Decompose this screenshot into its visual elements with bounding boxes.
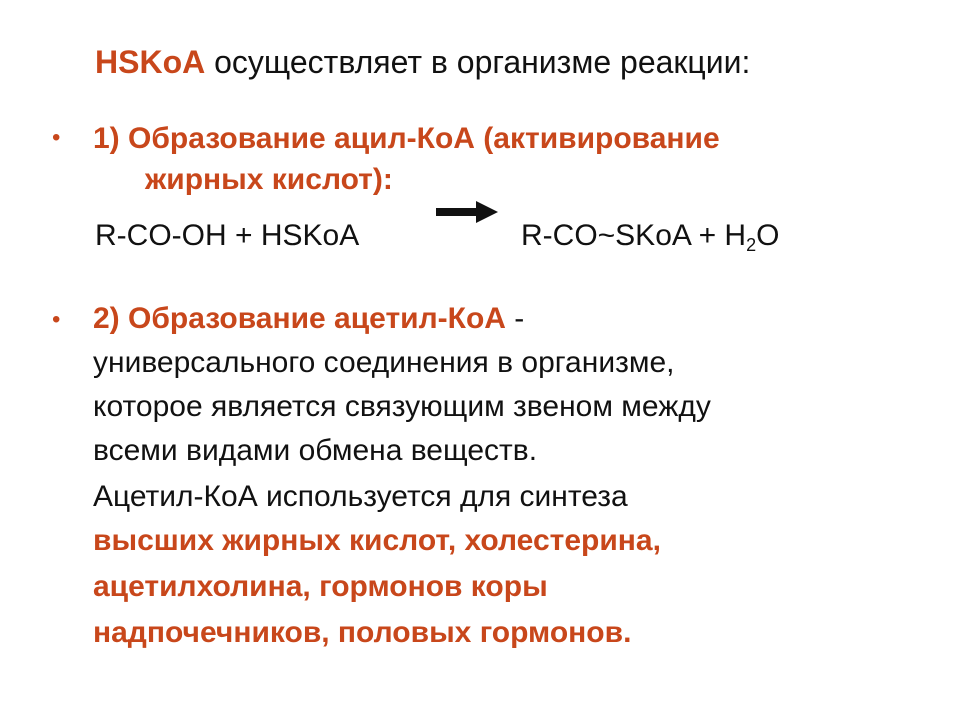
item2-line: Ацетил-КоА используется для синтеза [93,480,628,513]
item1-line1: 1) Образование ацил-КоА (активирование [93,122,720,155]
title-rest: осуществляет в организме реакции: [205,44,751,80]
item1-line2: жирных кислот): [145,163,393,196]
equation-subscript: 2 [746,235,757,255]
title-prefix: HSKoA [95,44,206,80]
item2-line: всеми видами обмена веществ. [93,434,538,467]
bullet-1: • [52,124,61,151]
item2-highlight-line: ацетилхолина, гормонов коры [93,570,548,603]
bullet-2: • [52,306,61,333]
item2-highlight-line: надпочечников, половых гормонов. [93,616,632,649]
item2-line: универсального соединения в организме, [93,346,675,379]
item2-highlight-line: высших жирных кислот, холестерина, [93,524,661,557]
equation-right-main: R-CO~SKoA + H [521,219,747,252]
item2-line: которое является связующим звеном между [93,390,711,423]
item2-heading: 2) Образование ацетил-КоА [93,302,506,335]
equation-left: R-CO-OH + HSKoA [95,219,360,252]
equation-right-end: O [756,219,780,252]
equation-right [521,219,779,256]
right-arrow-icon [436,201,498,223]
slide-title [95,44,750,81]
item2-dash: - [505,302,525,335]
item2-heading-line [93,302,524,336]
